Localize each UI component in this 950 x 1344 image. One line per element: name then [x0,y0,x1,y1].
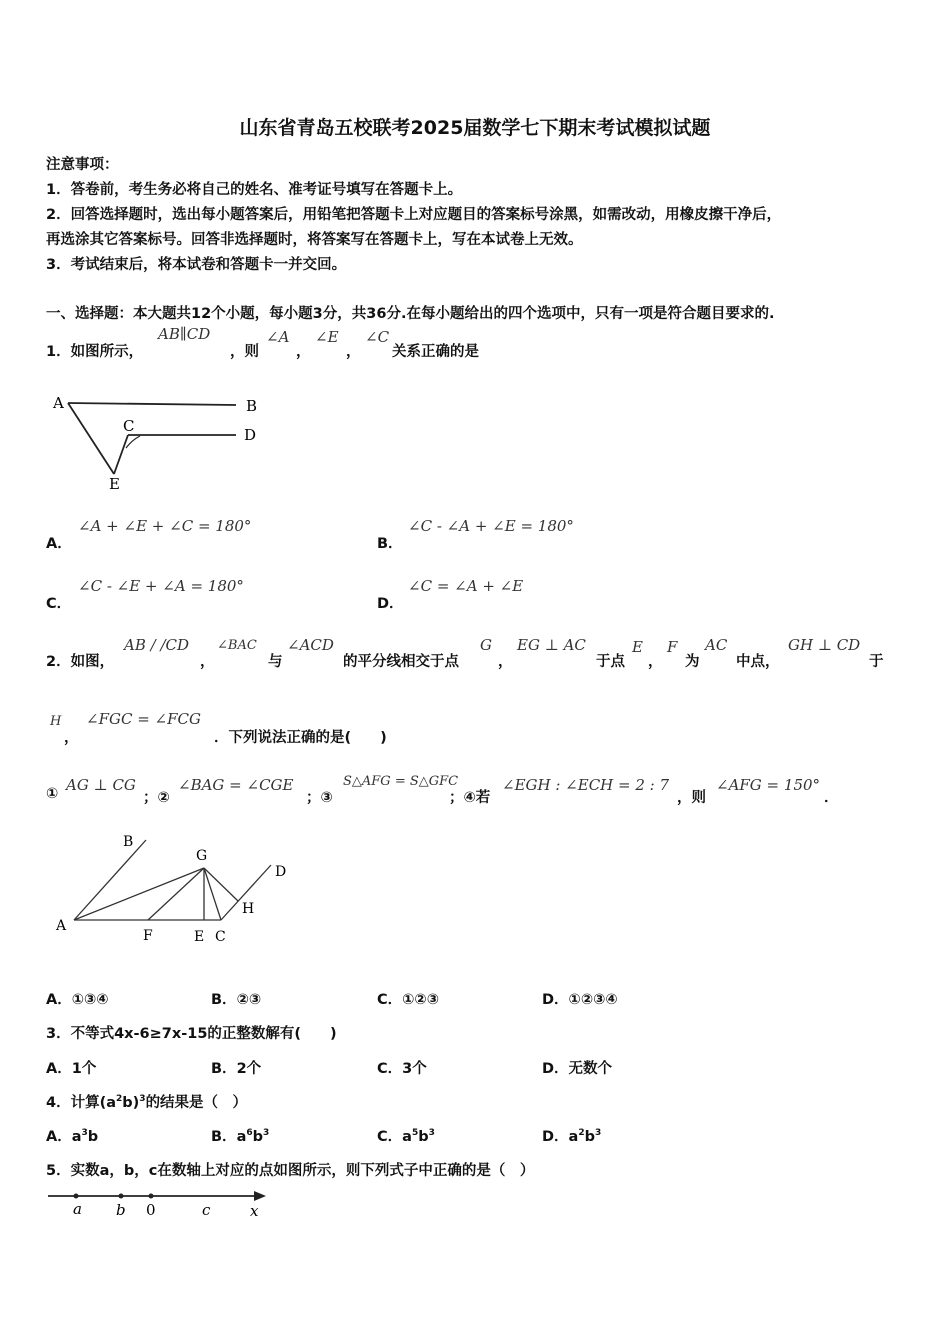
q2-e4: ∠EGH : ∠ECH = 2 : 7 [502,776,670,794]
q2-st6: ． [824,790,839,806]
q2-option-c[interactable] [377,988,439,1009]
q1-sep: ， [296,344,311,360]
q1-tail: 关系正确的是 [392,344,479,360]
line-ab [74,840,146,920]
q1-option-a-letter[interactable]: A． [46,536,72,552]
q2-m1: AB / /CD [124,636,190,654]
stem-sup: 3 [139,1094,146,1105]
option-text: 无数个 [568,1061,613,1077]
section-heading: 一、选择题：本大题共12个小题，每小题3分，共36分.在每小题给出的四个选项中，只有一项是符合题目要求的. [46,306,775,322]
q3-option-c[interactable] [377,1057,427,1078]
q2-s9: 于 [869,654,884,670]
label-zero: 0 [146,1201,156,1219]
q1-sep: ， [346,344,361,360]
q1-option-b-letter[interactable]: B． [377,536,403,552]
q2-s6: ， [648,654,663,670]
point-b [119,1194,124,1199]
q2-m11: ∠FGC = ∠FCG [86,710,201,728]
stem-part: b) [122,1095,140,1111]
q1-option-c-letter[interactable]: C． [46,596,72,612]
q2-m5: EG ⊥ AC [517,636,586,654]
option-letter: D． [542,992,569,1008]
q1-option-d-expr: ∠C = ∠A + ∠E [408,577,524,595]
option-letter: B． [211,1061,237,1077]
option-base: a [568,1129,579,1145]
label-b: B [123,834,134,850]
q2-option-d[interactable] [542,988,618,1009]
q2-m10: H [50,714,62,729]
q2-option-b[interactable] [211,988,261,1009]
point-a [74,1194,79,1199]
stem-part: 4．计算(a [46,1095,117,1111]
option-sup: 6 [246,1128,253,1139]
option-letter: A． [46,992,72,1008]
q2-m9: GH ⊥ CD [788,636,861,654]
line-ec [114,435,128,474]
label-a: A [56,918,67,934]
q3-option-b[interactable] [211,1057,261,1078]
q4-option-a[interactable] [46,1125,98,1146]
q2-e1: AG ⊥ CG [66,776,136,794]
q4-option-c[interactable] [377,1125,435,1146]
line-ae [68,403,114,474]
label-g: G [196,848,208,864]
angle-arc [126,436,140,448]
label-c: C [215,929,226,945]
option-base: b [584,1129,595,1145]
page-title: 山东省青岛五校联考2025届数学七下期末考试模拟试题 [239,117,711,139]
q2-s7: 为 [685,654,700,670]
q2-s10: ， [64,730,79,746]
q2-m2: ∠BAC [217,638,257,653]
q2-m3: ∠ACD [287,636,334,654]
q2-s11: ．下列说法正确的是( ) [214,730,387,746]
option-text: ①②③④ [568,992,618,1008]
stem-part: 的结果是（ ） [145,1095,248,1111]
option-letter: C． [377,1129,403,1145]
option-letter: C． [377,1061,403,1077]
option-sup: 5 [411,1128,419,1139]
line-ag [74,868,204,920]
q2-s8: 中点， [736,654,780,670]
label-b: b [116,1201,126,1219]
q2-figure [46,830,306,950]
q1-option-b-expr: ∠C - ∠A + ∠E = 180° [408,517,574,535]
option-text: 3个 [402,1061,427,1077]
q1-angle-c: ∠C [365,328,390,346]
q2-st2: ；② [143,790,170,806]
q2-s2: 与 [268,654,283,670]
q2-m6: E [632,638,643,656]
q1-option-d-letter[interactable]: D． [377,596,404,612]
axis-arrow [254,1191,266,1201]
notice-heading: 注意事项： [46,157,119,173]
q2-m8: AC [705,636,728,654]
q2-number: 2．如图， [46,654,115,670]
option-letter: D． [542,1129,569,1145]
option-text: 2个 [236,1061,262,1077]
q2-s4: ， [498,654,513,670]
q5-stem: 5．实数a，b，c在数轴上对应的点如图所示，则下列式子中正确的是（ ） [46,1163,535,1179]
q2-option-a[interactable] [46,988,109,1009]
label-e: E [109,475,120,493]
q1-number: 1．如图所示， [46,344,144,360]
option-text: ①③④ [71,992,109,1008]
option-base: a [402,1129,412,1145]
option-sup: 3 [428,1128,435,1139]
q4-option-d[interactable] [542,1125,601,1146]
line-fg [148,868,204,920]
line-ab [68,403,236,405]
q2-e2: ∠BAG = ∠CGE [178,776,294,794]
q2-m7: F [667,638,678,656]
number-line [46,1186,276,1222]
label-e: E [194,929,205,945]
option-sup: 3 [595,1128,602,1139]
option-base: a [236,1129,247,1145]
option-base: a [71,1129,82,1145]
option-letter: B． [211,992,237,1008]
option-text: 1个 [71,1061,97,1077]
notice-item: 1．答卷前，考生务必将自己的姓名、准考证号填写在答题卡上。 [46,182,463,198]
q1-then: ，则 [230,344,259,360]
notice-item: 再选涂其它答案标号。回答非选择题时，将答案写在答题卡上，写在本试卷上无效。 [46,232,583,248]
q2-st1: ① [46,786,59,802]
notice-item: 3．考试结束后，将本试卷和答题卡一并交回。 [46,257,347,273]
q2-s1: ， [200,654,215,670]
option-text: ①②③ [402,992,439,1008]
option-base: b [252,1129,264,1145]
q1-condition: AB∥CD [158,325,211,343]
q2-m4: G [480,636,492,654]
option-sup: 3 [81,1128,88,1139]
option-letter: C． [377,992,403,1008]
q2-e5: ∠AFG = 150° [716,776,821,794]
stem-sup: 2 [116,1094,123,1105]
label-a: A [53,394,64,412]
option-letter: B． [211,1129,237,1145]
q2-st3: ；③ [306,790,333,806]
q2-s5: 于点 [596,654,625,670]
option-letter: A． [46,1061,72,1077]
label-h: H [242,901,255,917]
option-sup: 2 [578,1128,585,1139]
label-c: c [202,1201,211,1219]
q2-st4: ；④若 [449,790,491,806]
option-base: b [87,1129,99,1145]
q4-stem [46,1091,247,1112]
label-x: x [250,1202,259,1220]
q1-option-a-expr: ∠A + ∠E + ∠C = 180° [78,517,252,535]
q1-figure [46,388,276,493]
label-f: F [143,928,153,944]
option-base: b [418,1129,429,1145]
q3-option-a[interactable] [46,1057,96,1078]
option-letter: D． [542,1061,569,1077]
q2-e3: S△AFG = S△GFC [343,774,459,789]
label-b: B [246,397,258,415]
option-letter: A． [46,1129,72,1145]
point-zero [149,1194,154,1199]
option-text: ②③ [236,992,262,1008]
q2-s3: 的平分线相交于点 [343,654,459,670]
q3-stem: 3．不等式4x-6≥7x-15的正整数解有( ) [46,1026,337,1042]
label-c: C [123,417,135,435]
q3-option-d[interactable] [542,1057,612,1078]
notice-item: 2．回答选择题时，选出每小题答案后，用铅笔把答题卡上对应题目的答案标号涂黑，如需改动，用橡皮擦干净后， [46,207,782,223]
q1-angle-a: ∠A [266,328,290,346]
q2-st5: ，则 [677,790,706,806]
label-d: D [244,426,257,444]
label-a: a [73,1200,82,1218]
q4-option-b[interactable] [211,1125,269,1146]
option-sup: 3 [263,1128,270,1139]
q1-angle-e: ∠E [315,328,339,346]
q1-option-c-expr: ∠C - ∠E + ∠A = 180° [78,577,244,595]
label-d: D [275,864,287,880]
